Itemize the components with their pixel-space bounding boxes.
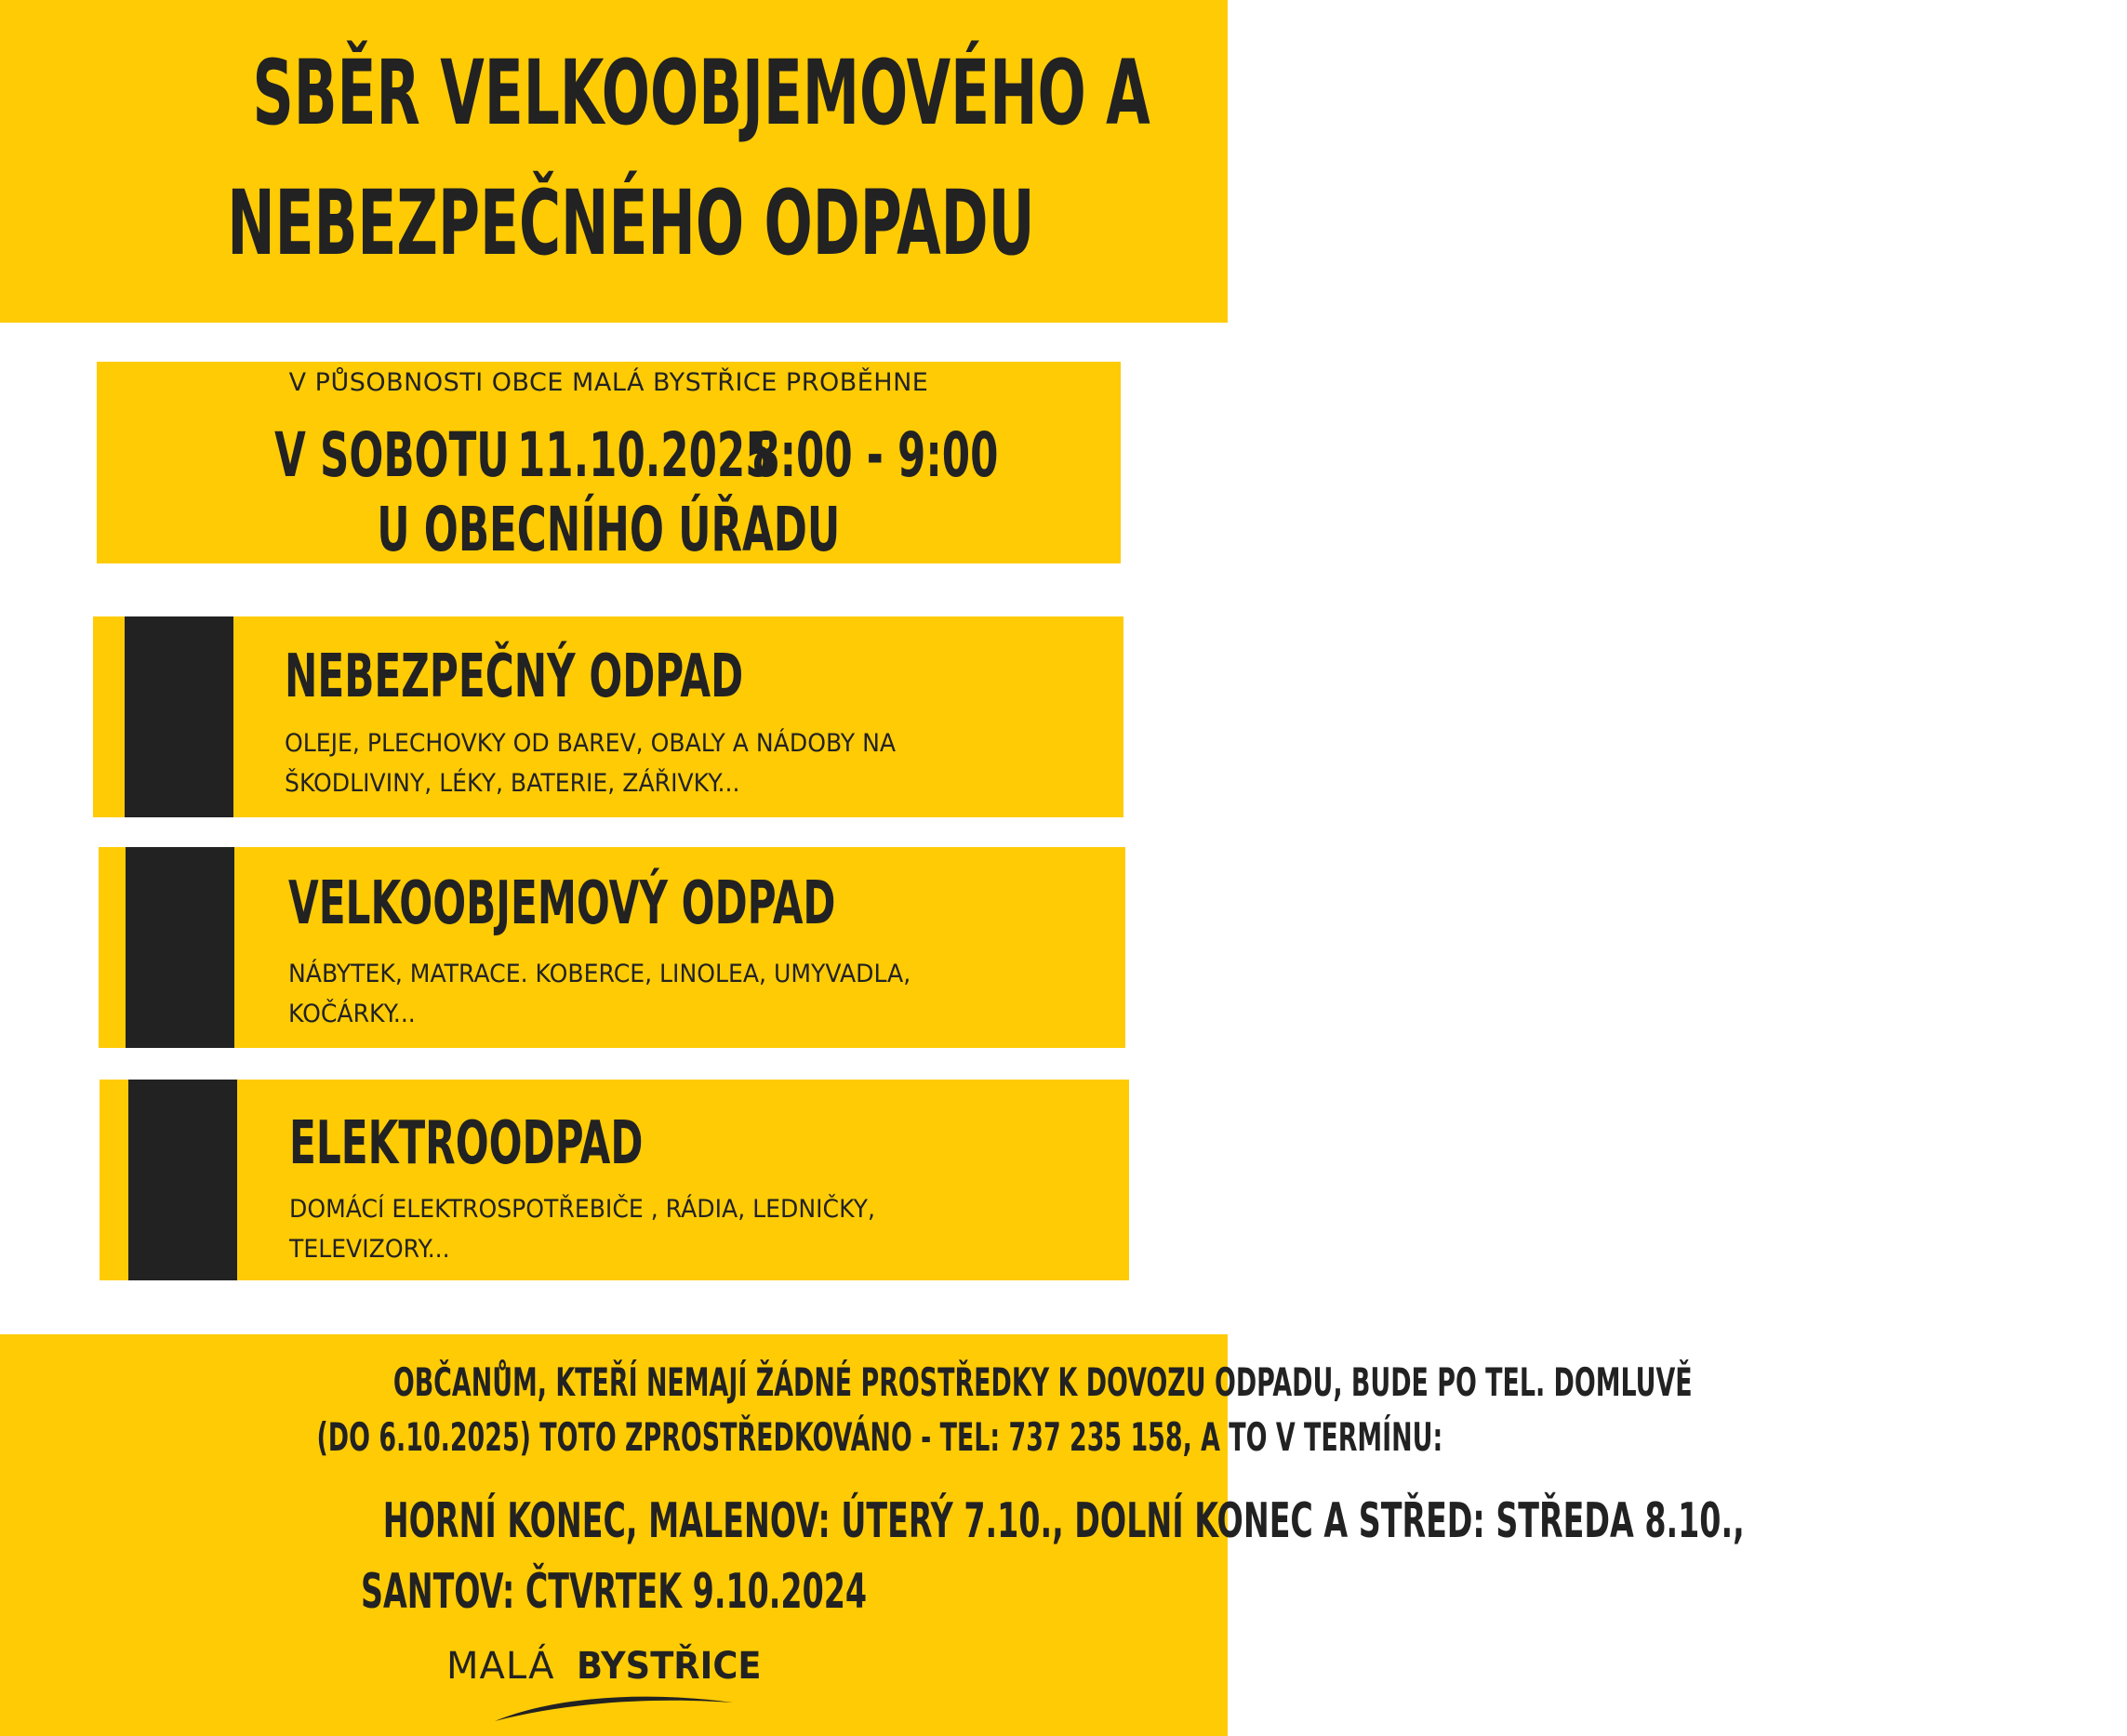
- footer-line-3: HORNÍ KONEC, MALENOV: ÚTERÝ 7.10., DOLNÍ KONEC A STŘED: STŘEDA 8.10.,: [382, 1493, 1745, 1549]
- category-card-hazardous: [93, 616, 1123, 817]
- event-place: U OBECNÍHO ÚŘADU: [377, 494, 841, 565]
- logo-swoosh-icon: [493, 1688, 735, 1725]
- category-card-electro: [100, 1080, 1129, 1280]
- category-title: ELEKTROODPAD: [289, 1109, 644, 1178]
- event-subtitle: V PŮSOBNOSTI OBCE MALÁ BYSTŘICE PROBĚHNE: [288, 368, 929, 397]
- header-banner: [0, 0, 1228, 323]
- footer-line-2: (DO 6.10.2025) TOTO ZPROSTŘEDKOVÁNO - TEL: 737 235 158, A TO V TERMÍNU:: [316, 1414, 1443, 1460]
- title-line-1: SBĚR VELKOOBJEMOVÉHO A: [252, 41, 1150, 145]
- logo-word-mala: MALÁ: [446, 1645, 555, 1688]
- logo-word-bystrice: BYSTŘICE: [577, 1645, 762, 1688]
- card-accent-bar: [126, 847, 234, 1048]
- category-title: NEBEZPEČNÝ ODPAD: [285, 643, 744, 711]
- card-accent-bar: [128, 1080, 237, 1280]
- card-accent-bar: [125, 616, 233, 817]
- municipality-logo: [446, 1641, 781, 1725]
- event-day: V SOBOTU: [274, 419, 510, 491]
- category-description: NÁBYTEK, MATRACE. KOBERCE, LINOLEA, UMYVADLA, KOČÁRKY...: [288, 960, 911, 1028]
- footer-line-4: SANTOV: ČTVRTEK 9.10.2024: [360, 1564, 868, 1620]
- category-description: OLEJE, PLECHOVKY OD BAREV, OBALY A NÁDOBY NA ŠKODLIVINY, LÉKY, BATERIE, ZÁŘIVKY...: [285, 729, 897, 798]
- category-description: DOMÁCÍ ELEKTROSPOTŘEBIČE , RÁDIA, LEDNIČKY, TELEVIZORY...: [289, 1195, 875, 1264]
- footer-line-1: OBČANŮM, KTEŘÍ NEMAJÍ ŽÁDNÉ PROSTŘEDKY K DOVOZU ODPADU, BUDE PO TEL. DOMLUVĚ: [392, 1359, 1693, 1405]
- category-title: VELKOOBJEMOVÝ ODPAD: [288, 869, 836, 938]
- category-card-bulky: [99, 847, 1125, 1048]
- event-time: 8:00 - 9:00: [751, 419, 999, 491]
- event-date: 11.10.2025: [516, 419, 774, 491]
- title-line-2: NEBEZPEČNÉHO ODPADU: [227, 171, 1035, 275]
